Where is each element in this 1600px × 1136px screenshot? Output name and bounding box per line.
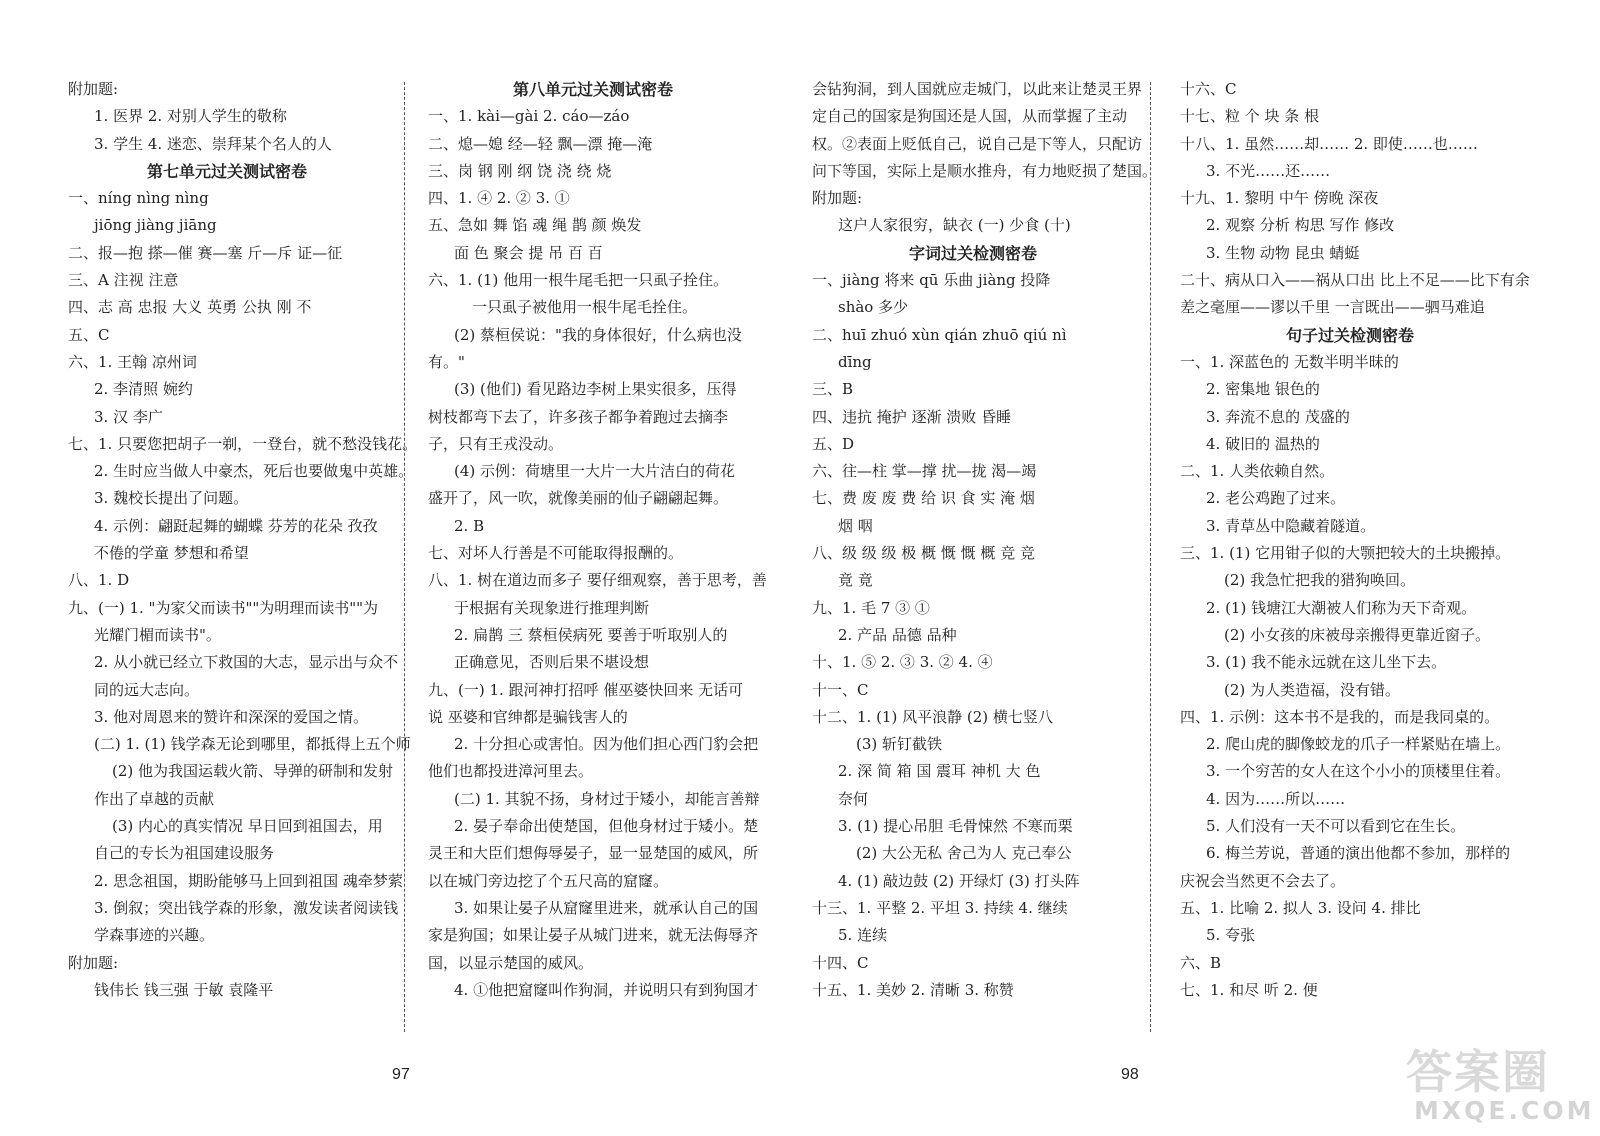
answer-line: 差之毫厘——谬以千里 一言既出——驷马难追 xyxy=(1180,298,1485,317)
answer-line: 会钻狗洞，到人国就应走城门，以此来让楚灵王界 xyxy=(812,80,1143,98)
answer-line: (3) 内心的真实情况 早日回到祖国去，用 xyxy=(112,817,383,836)
answer-line: 4. (1) 敲边鼓 (2) 开绿灯 (3) 打头阵 xyxy=(838,871,1080,890)
answer-line: 六、B xyxy=(1180,953,1222,972)
answer-line: 定自己的国家是狗国还是人国，从而掌握了主动 xyxy=(812,107,1128,126)
answer-line: 附加题: xyxy=(812,189,863,208)
answer-line: 面 色 聚会 提 吊 百 百 xyxy=(454,243,603,262)
answer-line: 十五、1. 美妙 2. 清晰 3. 称赞 xyxy=(812,980,1014,999)
answer-line: 3. 不光……还…… xyxy=(1206,161,1331,180)
answer-line: 自己的专长为祖国建设服务 xyxy=(94,844,275,863)
answer-line: 1. 医界 2. 对别人学生的敬称 xyxy=(94,107,287,126)
answer-line: 十、1. ⑤ 2. ③ 3. ② 4. ④ xyxy=(812,653,993,672)
answer-line: 八、1. D xyxy=(68,571,130,590)
answer-line: 二、1. 人类依赖自然。 xyxy=(1180,462,1335,481)
answer-line: 四、违抗 掩护 逐渐 溃败 昏睡 xyxy=(812,407,1012,426)
answer-line: 权。②表面上贬低自己，说自己是下等人，只配访 xyxy=(812,134,1143,153)
answer-line: 十三、1. 平整 2. 平坦 3. 持续 4. 继续 xyxy=(812,898,1068,917)
answer-line: (4) 示例：荷塘里一大片一大片洁白的荷花 xyxy=(454,462,736,481)
answer-line: 五、C xyxy=(68,325,110,344)
answer-line: 2. 观察 分析 构思 写作 修改 xyxy=(1206,216,1395,235)
watermark-title: 答案圈 xyxy=(1406,1045,1550,1099)
answer-line: (2) 为人类造福，没有错。 xyxy=(1224,680,1401,699)
answer-line: 2. 晏子奉命出使楚国，但他身材过于矮小。楚 xyxy=(454,817,759,836)
answer-line: (3) (他们) 看见路边李树上果实很多，压得 xyxy=(454,380,737,399)
answer-line: 竟 竟 xyxy=(838,571,873,590)
answer-line: 3. 汉 李广 xyxy=(94,407,163,426)
answer-line: 六、1. (1) 他用一根牛尾毛把一只虱子拴住。 xyxy=(428,271,729,290)
answer-line: 4. 因为……所以…… xyxy=(1206,789,1346,808)
answer-line: (2) 大公无私 舍己为人 克己奉公 xyxy=(856,844,1072,863)
answer-line: 钱伟长 钱三强 于敏 袁隆平 xyxy=(94,980,274,999)
answer-line: 2. 思念祖国，期盼能够马上回到祖国 魂牵梦萦 xyxy=(94,871,403,890)
answer-line: 5. 连续 xyxy=(838,926,888,945)
answer-line: 家是狗国；如果让晏子从城门进来，就无法侮辱齐 xyxy=(428,926,759,945)
answer-line: 3. 学生 4. 迷恋、崇拜某个名人的人 xyxy=(94,134,332,153)
answer-line: 七、1. 和尽 听 2. 便 xyxy=(1180,980,1318,999)
answer-line: 一只虱子被他用一根牛尾毛拴住。 xyxy=(472,298,698,317)
answer-line: 3. 他对周恩来的赞许和深深的爱国之情。 xyxy=(94,707,369,726)
answer-line: 烟 咽 xyxy=(838,516,873,535)
answer-line: 2. 扁鹊 三 蔡桓侯病死 要善于听取别人的 xyxy=(454,625,728,644)
answer-line: 附加题: xyxy=(68,80,119,98)
column-divider xyxy=(1150,82,1151,1032)
answer-line: 3. 奔流不息的 茂盛的 xyxy=(1206,407,1350,426)
answer-line: 七、对坏人行善是不可能取得报酬的。 xyxy=(428,544,684,563)
answer-line: 盛开了，风一吹，就像美丽的仙子翩翩起舞。 xyxy=(428,489,729,508)
section-title: 字词过关检测密卷 xyxy=(908,243,1037,263)
answer-line: 不倦的学童 梦想和希望 xyxy=(94,544,249,563)
answer-line: (二) 1. (1) 钱学森无论到哪里，都抵得上五个师 xyxy=(94,735,411,754)
answer-line: 2. 十分担心或害怕。因为他们担心西门豹会把 xyxy=(454,735,759,754)
answer-line: 十八、1. 虽然……却…… 2. 即使……也…… xyxy=(1180,134,1478,153)
answer-line: 二、熄—媳 经—轻 飘—漂 掩—淹 xyxy=(428,134,653,153)
section-title: 第八单元过关测试密卷 xyxy=(512,80,673,99)
answer-line: 4. 破旧的 温热的 xyxy=(1206,434,1320,453)
answer-line: 二、报—抱 搽—催 赛—塞 斤—斥 证—征 xyxy=(68,243,343,262)
answer-line: 一、jiàng 将来 qū 乐曲 jiàng 投降 xyxy=(812,271,1051,290)
column-divider xyxy=(404,82,405,1032)
column-2 xyxy=(428,76,767,1004)
answer-line: 有。" xyxy=(428,352,465,371)
answer-line: 三、B xyxy=(812,380,854,399)
answer-line: 十二、1. (1) 风平浪静 (2) 横七竖八 xyxy=(812,707,1053,726)
answer-line: (2) 小女孩的床被母亲搬得更靠近窗子。 xyxy=(1224,625,1491,644)
answer-line: shào 多少 xyxy=(838,298,909,317)
answer-line: 3. (1) 我不能永远就在这儿坐下去。 xyxy=(1206,653,1447,672)
answer-line: 九、1. 毛 7 ③ ① xyxy=(812,598,930,617)
answer-line: 2. 产品 品德 品种 xyxy=(838,625,957,644)
answer-line: 5. 人们没有一天不可以看到它在生长。 xyxy=(1206,817,1466,836)
answer-line: 十一、C xyxy=(812,680,869,699)
answer-line: 2. 生时应当做人中豪杰，死后也要做鬼中英雄。 xyxy=(94,462,414,481)
page-number-right: 98 xyxy=(1121,1066,1139,1083)
answer-line: 六、往—柱 掌—撑 扰—拢 渴—竭 xyxy=(812,462,1037,481)
answer-line: 七、费 废 废 费 给 识 食 实 淹 烟 xyxy=(812,489,1035,508)
answer-line: 3. 如果让晏子从窟窿里进来，就承认自己的国 xyxy=(454,898,759,917)
answer-line: 子，只有王戎没动。 xyxy=(428,434,564,453)
answer-line: 一、níng nìng nìng xyxy=(68,189,209,208)
watermark-url: MXQE.COM xyxy=(1414,1096,1595,1125)
answer-line: dīng xyxy=(838,352,872,371)
answer-line: 灵王和大臣们想侮辱晏子，显一显楚国的威风，所 xyxy=(428,844,759,863)
page-number-left: 97 xyxy=(392,1066,410,1083)
answer-line: 4. 示例：翩跹起舞的蝴蝶 芬芳的花朵 孜孜 xyxy=(94,516,378,535)
answer-line: 于根据有关现象进行推理判断 xyxy=(454,598,650,617)
answer-line: 树枝都弯下去了，许多孩子都争着跑过去摘李 xyxy=(428,407,729,426)
answer-line: 这户人家很穷，缺衣 (一) 少食 (十) xyxy=(838,216,1071,235)
answer-line: 正确意见，否则后果不堪设想 xyxy=(454,653,650,672)
answer-line: 6. 梅兰芳说，普通的演出他都不参加，那样的 xyxy=(1206,844,1511,863)
answer-line: 2. 从小就已经立下救国的大志，显示出与众不 xyxy=(94,653,399,672)
answer-line: (2) 蔡桓侯说："我的身体很好，什么病也没 xyxy=(454,325,742,344)
answer-line: 附加题: xyxy=(68,953,119,972)
answer-line: 光耀门楣而读书"。 xyxy=(94,625,221,644)
answer-line: 九、(一) 1. 跟河神打招呼 催巫婆快回来 无话可 xyxy=(428,680,744,699)
section-title: 句子过关检测密卷 xyxy=(1285,325,1414,345)
answer-line: 一、1. kài—gài 2. cáo—záo xyxy=(428,107,630,126)
answer-line: 2. 李清照 婉约 xyxy=(94,380,193,399)
answer-line: 3. 倒叙；突出钱学森的形象，激发读者阅读钱 xyxy=(94,898,399,917)
answer-line: 九、(一) 1. "为家父而读书""为明理而读书""为 xyxy=(68,598,379,617)
answer-line: (3) 斩钉截铁 xyxy=(856,735,943,754)
answer-line: 他们也都投进漳河里去。 xyxy=(428,762,594,781)
watermark-logo xyxy=(1406,1045,1595,1126)
answer-line: 奈何 xyxy=(838,789,869,808)
answer-line: 五、D xyxy=(812,434,855,453)
answer-line: 八、1. 树在道边而多子 要仔细观察，善于思考，善 xyxy=(428,571,767,590)
answer-line: 说 巫婆和官绅都是骗钱害人的 xyxy=(428,707,628,726)
answer-line: 七、1. 只要您把胡子一剃，一登台，就不愁没钱花。 xyxy=(68,434,418,453)
answer-line: 十四、C xyxy=(812,953,869,972)
answer-line: 2. 老公鸡跑了过来。 xyxy=(1206,489,1346,508)
answer-line: 三、岗 钢 刚 纲 饶 浇 绕 烧 xyxy=(428,161,612,180)
answer-line: 三、A 注视 注意 xyxy=(68,271,179,290)
answer-line: jiōng jiàng jiāng xyxy=(94,216,217,235)
answer-line: 二、huī zhuó xùn qián zhuō qiú nì xyxy=(812,325,1067,344)
answer-line: 十六、C xyxy=(1180,80,1237,98)
column-1 xyxy=(68,76,418,1004)
answer-line: 3. 生物 动物 昆虫 蜻蜓 xyxy=(1206,243,1360,262)
answer-line: 一、1. 深蓝色的 无数半明半昧的 xyxy=(1180,352,1399,371)
answer-line: (二) 1. 其貌不扬，身材过于矮小，却能言善辩 xyxy=(454,789,760,808)
answer-line: 二十、病从口入——祸从口出 比上不足——比下有余 xyxy=(1180,271,1530,290)
answer-line: 四、1. ④ 2. ② 3. ① xyxy=(428,189,570,208)
answer-line: 三、1. (1) 它用钳子似的大颚把较大的土块搬掉。 xyxy=(1180,544,1511,563)
answer-line: 3. 青草丛中隐藏着隧道。 xyxy=(1206,516,1376,535)
answer-line: 2. (1) 钱塘江大潮被人们称为天下奇观。 xyxy=(1206,598,1477,617)
answer-line: 十九、1. 黎明 中午 傍晚 深夜 xyxy=(1180,189,1379,208)
answer-line: 国，以显示楚国的威风。 xyxy=(428,953,594,972)
answer-line: 十七、粒 个 块 条 根 xyxy=(1180,107,1320,126)
answer-line: 3. 魏校长提出了问题。 xyxy=(94,489,249,508)
answer-line: 2. 密集地 银色的 xyxy=(1206,380,1320,399)
column-3 xyxy=(812,76,1158,1004)
column-4 xyxy=(1180,76,1530,1004)
answer-line: 学森事迹的兴趣。 xyxy=(94,926,215,945)
answer-line: 五、1. 比喻 2. 拟人 3. 设问 4. 排比 xyxy=(1180,898,1421,917)
answer-line: 八、级 级 级 极 概 慨 慨 概 竞 竞 xyxy=(812,544,1035,563)
answer-line: (2) 他为我国运载火箭、导弹的研制和发射 xyxy=(112,762,394,781)
answer-line: 3. (1) 提心吊胆 毛骨悚然 不寒而栗 xyxy=(838,817,1073,836)
answer-line: 2. 深 简 箱 国 震耳 神机 大 色 xyxy=(838,762,1041,781)
answer-line: (2) 我急忙把我的猎狗唤回。 xyxy=(1224,571,1416,590)
answer-line: 庆祝会当然更不会去了。 xyxy=(1180,871,1346,890)
answer-line: 3. 一个穷苦的女人在这个小小的顶楼里住着。 xyxy=(1206,762,1511,781)
answer-line: 问下等国，实际上是顺水推舟，有力地贬损了楚国。 xyxy=(812,161,1158,180)
answer-line: 2. B xyxy=(454,516,485,535)
answer-line: 5. 夸张 xyxy=(1206,926,1256,945)
answer-line: 五、急如 舞 馅 魂 绳 鹊 颜 焕发 xyxy=(428,216,642,235)
answer-line: 六、1. 王翰 凉州词 xyxy=(68,352,197,371)
answer-line: 以在城门旁边挖了个五尺高的窟窿。 xyxy=(428,871,669,890)
answer-line: 四、1. 示例：这本书不是我的，而是我同桌的。 xyxy=(1180,707,1500,726)
answer-line: 作出了卓越的贡献 xyxy=(94,789,215,808)
section-title: 第七单元过关测试密卷 xyxy=(146,161,307,181)
answer-line: 2. 爬山虎的脚像蛟龙的爪子一样紧贴在墙上。 xyxy=(1206,735,1511,754)
answer-line: 四、志 高 忠报 大义 英勇 公执 刚 不 xyxy=(68,298,312,317)
answer-line: 同的远大志向。 xyxy=(94,680,200,699)
answer-line: 4. ①他把窟窿叫作狗洞，并说明只有到狗国才 xyxy=(454,980,759,999)
